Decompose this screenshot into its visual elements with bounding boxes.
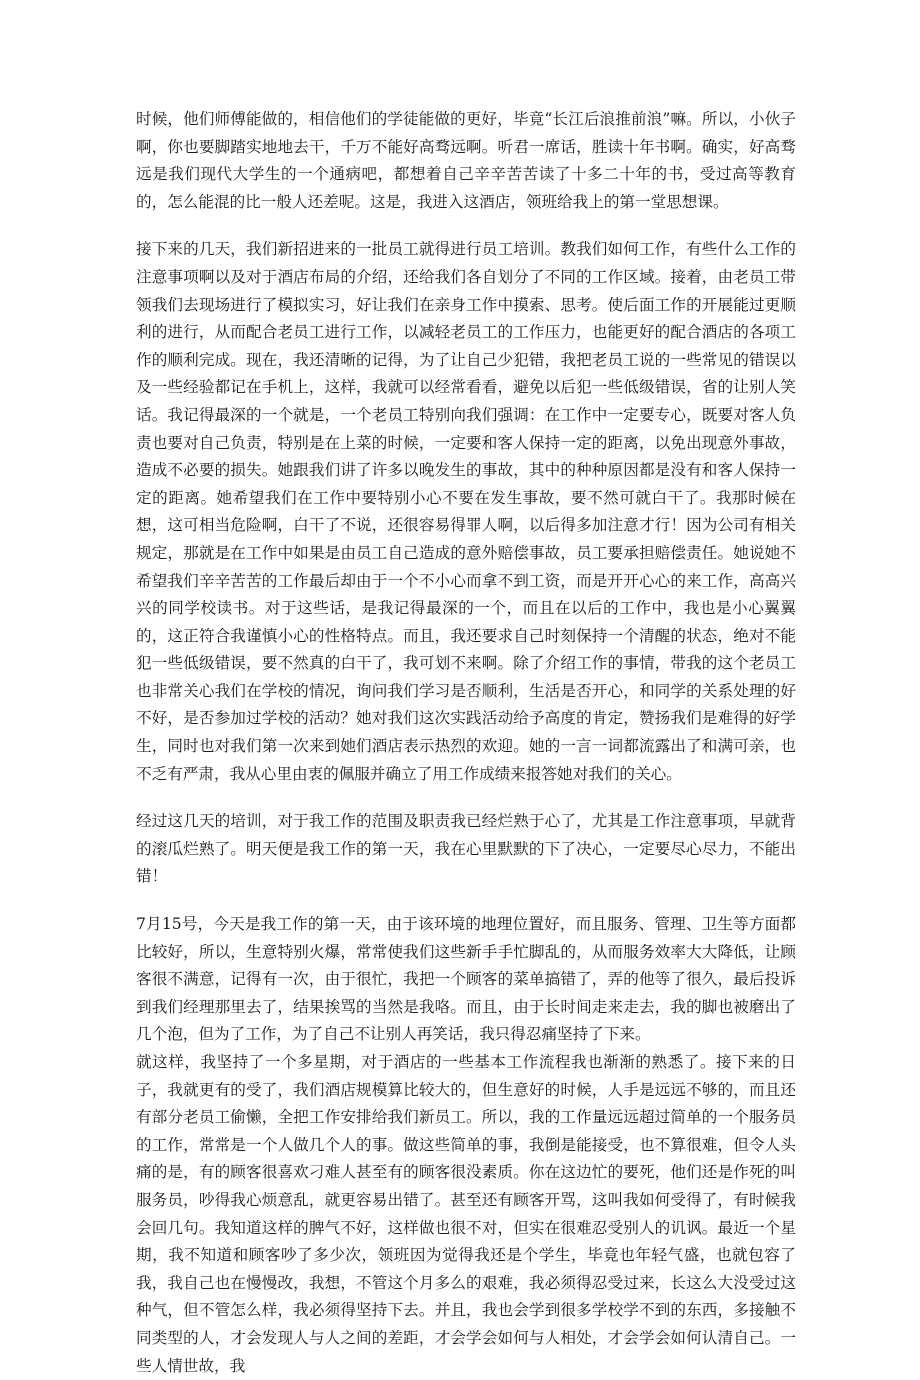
paragraph-4: 7月15号，今天是我工作的第一天，由于该环境的地理位置好，而且服务、管理、卫生等方面都比较好，所以，生意特别火爆，常常使我们这些新手手忙脚乱的，从而服务效率大大降低，让顾客很不满意，记得有一次，由于很忙，我把一个顾客的菜单搞错了，弄的他等了很久，最后投诉到我们经理那里去了，结果挨骂的当然是我咯。而且，由于长时间走来走去，我的脚也被磨出了几个泡，但为了工作，为了自己不让别人再笑话，我只得忍痛坚持了下来。	[136, 915, 796, 1044]
paragraph-3: 经过这几天的培训，对于我工作的范围及职责我已经烂熟于心了，尤其是工作注意事项，早就背的滚瓜烂熟了。明天便是我工作的第一天，我在心里默默的下了决心，一定要尽心尽力，不能出错！	[136, 812, 796, 886]
paragraph-5: 就这样，我坚持了一个多星期，对于酒店的一些基本工作流程我也渐渐的熟悉了。接下来的日子，我就更有的受了，我们酒店规模算比较大的，但生意好的时候，人手是远远不够的，而且还有部分老员工偷懒，全把工作安排给我们新员工。所以，我的工作量远远超过简单的一个服务员的工作，常常是一个人做几个人的事。做这些简单的事，我倒是能接受，也不算很难，但令人头痛的是，有的顾客很喜欢刁难人甚至有的顾客很没素质。你在这边忙的要死，他们还是作死的叫服务员，吵得我心烦意乱，就更容易出错了。甚至还有顾客开骂，这叫我如何受得了，有时候我会回几句。我知道这样的脾气不好，这样做也很不对，但实在很难忍受别人的讥讽。最近一个星期，我不知道和顾客吵了多少次，领班因为觉得我还是个学生，毕竟也年轻气盛，也就包容了我，我自己也在慢慢改，我想，不管这个月多么的艰难，我必须得忍受过来，长这么大没受过这种气，但不管怎么样，我必须得坚持下去。并且，我也会学到很多学校学不到的东西，多接触不同类型的人，才会发现人与人之间的差距，才会学会如何与人相处，才会学会如何认清自己。一些人情世故，我	[136, 1053, 796, 1375]
paragraph-1: 时候，他们师傅能做的，相信他们的学徒能做的更好，毕竟“长江后浪推前浪”嘛。所以，小伙子啊，你也要脚踏实地地去干，千万不能好高骛远啊。听君一席话，胜读十年书啊。确实，好高骛远是我们现代大学生的一个通病吧，都想着自己辛辛苦苦读了十多二十年的书，受过高等教育的，怎么能混的比一般人还差呢。这是，我进入这酒店，领班给我上的第一堂思想课。	[136, 110, 796, 211]
document-body	[136, 106, 796, 1380]
paragraph-2: 接下来的几天，我们新招进来的一批员工就得进行员工培训。教我们如何工作，有些什么工作的注意事项啊以及对于酒店布局的介绍，还给我们各自划分了不同的工作区域。接着，由老员工带领我们去现场进行了模拟实习，好让我们在亲身工作中摸索、思考。使后面工作的开展能过更顺利的进行，从而配合老员工进行工作，以减轻老员工的工作压力，也能更好的配合酒店的各项工作的顺利完成。现在，我还清晰的记得，为了让自己少犯错，我把老员工说的一些常见的错误以及一些经验都记在手机上，这样，我就可以经常看看，避免以后犯一些低级错误，省的让别人笑话。我记得最深的一个就是，一个老员工特别向我们强调：在工作中一定要专心，既要对客人负责也要对自己负责，特别是在上菜的时候，一定要和客人保持一定的距离，以免出现意外事故，造成不必要的损失。她跟我们讲了许多以晚发生的事故，其中的种种原因都是没有和客人保持一定的距离。她希望我们在工作中要特别小心不要在发生事故，要不然可就白干了。我那时候在想，这可相当危险啊，白干了不说，还很容易得罪人啊，以后得多加注意才行！因为公司有相关规定，那就是在工作中如果是由员工自己造成的意外赔偿事故，员工要承担赔偿责任。她说她不希望我们辛辛苦苦的工作最后却由于一个不小心而拿不到工资，而是开开心心的来工作，高高兴兴的同学校读书。对于这些话，是我记得最深的一个，而且在以后的工作中，我也是小心翼翼的，这正符合我谨慎小心的性格特点。而且，我还要求自己时刻保持一个清醒的状态，绝对不能犯一些低级错误，要不然真的白干了，我可划不来啊。除了介绍工作的事情，带我的这个老员工也非常关心我们在学校的情况，询问我们学习是否顺利，生活是否开心，和同学的关系处理的好不好，是否参加过学校的活动？她对我们这次实践活动给予高度的肯定，赞扬我们是难得的好学生，同时也对我们第一次来到她们酒店表示热烈的欢迎。她的一言一词都流露出了和满可亲，也不乏有严肃，我从心里由衷的佩服并确立了用工作成绩来报答她对我们的关心。	[136, 240, 796, 783]
